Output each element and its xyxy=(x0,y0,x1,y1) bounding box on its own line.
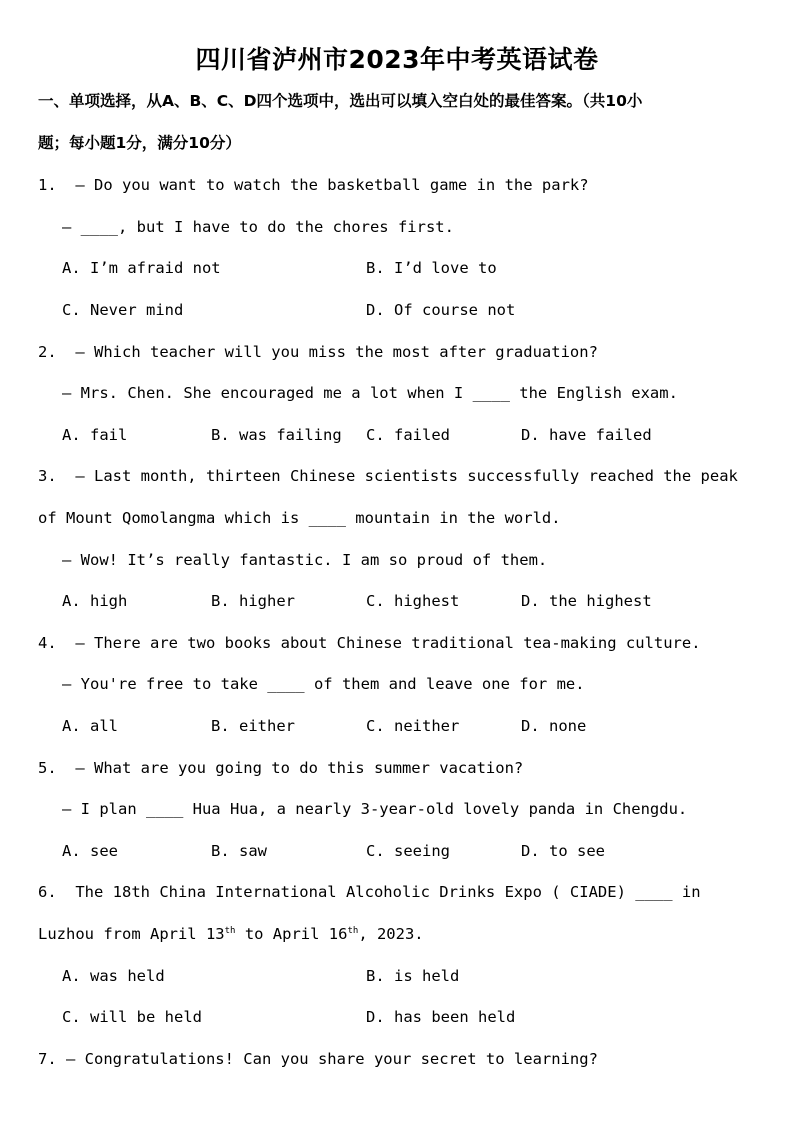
page-title: 四川省泸州市2023年中考英语试卷 xyxy=(195,45,599,74)
section-instructions-line-2: 题；每小题1分，满分10分） xyxy=(38,134,241,152)
question-6-option-c: C. will be held xyxy=(62,1008,202,1026)
question-6-stem-part-c: , 2023. xyxy=(358,925,424,943)
question-2-option-a: A. fail xyxy=(62,426,128,444)
question-3-stem-continued: of Mount Qomolangma which is ____ mountain in the world. xyxy=(38,509,561,527)
ordinal-suffix-1: th xyxy=(224,925,236,936)
question-5-option-c: C. seeing xyxy=(366,842,450,860)
question-3-option-b: B. higher xyxy=(211,592,295,610)
question-1-option-b: B. I’d love to xyxy=(366,259,497,277)
question-1-option-d: D. Of course not xyxy=(366,301,516,319)
question-1-option-c: C. Never mind xyxy=(62,301,184,319)
question-2-option-b: B. was failing xyxy=(211,426,342,444)
question-5-stem: 5. — What are you going to do this summer vacation? xyxy=(38,759,524,777)
question-5-option-d: D. to see xyxy=(521,842,605,860)
question-4-reply: — You're free to take ____ of them and leave one for me. xyxy=(62,675,585,693)
question-3-reply: — Wow! It’s really fantastic. I am so proud of them. xyxy=(62,551,548,569)
question-6-stem: 6. The 18th China International Alcoholic Drinks Expo ( CIADE) ____ in xyxy=(38,883,701,901)
question-2-option-c: C. failed xyxy=(366,426,450,444)
question-2-stem: 2. — Which teacher will you miss the most after graduation? xyxy=(38,343,598,361)
question-2-reply: — Mrs. Chen. She encouraged me a lot when I ____ the English exam. xyxy=(62,384,678,402)
question-4-option-b: B. either xyxy=(211,717,295,735)
question-5-reply: — I plan ____ Hua Hua, a nearly 3-year-old lovely panda in Chengdu. xyxy=(62,800,688,818)
section-instructions-line-1: 一、单项选择，从A、B、C、D四个选项中，选出可以填入空白处的最佳答案。（共10小 xyxy=(38,92,643,110)
question-4-option-c: C. neither xyxy=(366,717,460,735)
question-6-option-d: D. has been held xyxy=(366,1008,516,1026)
question-3-option-a: A. high xyxy=(62,592,128,610)
question-4-stem: 4. — There are two books about Chinese traditional tea-making culture. xyxy=(38,634,701,652)
question-1-reply: — ____, but I have to do the chores first. xyxy=(62,218,454,236)
question-3-option-d: D. the highest xyxy=(521,592,652,610)
question-6-stem-part-b: to April 16 xyxy=(235,925,348,943)
question-5-option-a: A. see xyxy=(62,842,118,860)
question-1-option-a: A. I’m afraid not xyxy=(62,259,221,277)
question-6-stem-part-a: Luzhou from April 13 xyxy=(38,925,225,943)
question-3-option-c: C. highest xyxy=(366,592,460,610)
question-6-option-a: A. was held xyxy=(62,967,165,985)
question-7-stem: 7. — Congratulations! Can you share your secret to learning? xyxy=(38,1050,598,1068)
question-4-option-d: D. none xyxy=(521,717,587,735)
question-1-stem: 1. — Do you want to watch the basketball game in the park? xyxy=(38,176,589,194)
ordinal-suffix-2: th xyxy=(347,925,359,936)
question-5-option-b: B. saw xyxy=(211,842,267,860)
question-3-stem: 3. — Last month, thirteen Chinese scientists successfully reached the peak xyxy=(38,467,738,485)
question-6-stem-continued xyxy=(38,924,424,944)
question-4-option-a: A. all xyxy=(62,717,118,735)
question-6-option-b: B. is held xyxy=(366,967,460,985)
question-2-option-d: D. have failed xyxy=(521,426,652,444)
